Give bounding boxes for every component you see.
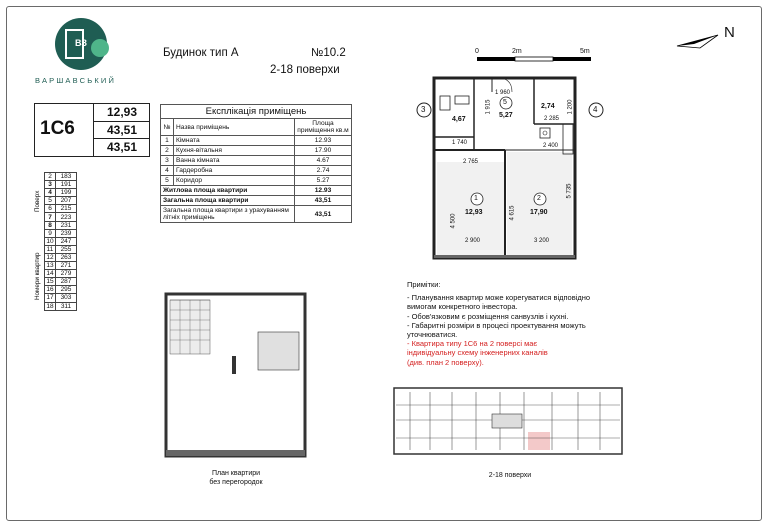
apartment-number: 207 <box>56 197 77 205</box>
apartment-number: 271 <box>56 262 77 270</box>
room-5-number: 5 <box>503 99 507 106</box>
total-row: Житлова площа квартири 12.93 <box>161 186 352 196</box>
floor-row <box>45 205 77 213</box>
floor-number: 16 <box>46 286 54 294</box>
brand-name: ВАРШАВСЬКИЙ <box>35 76 117 85</box>
table-row: 4 Гардеробна 2.74 <box>161 166 352 176</box>
apartment-number: 183 <box>56 173 77 181</box>
note-red-line: - Квартира типу 1С6 на 2 поверсі має <box>407 339 538 349</box>
dim-2765-a: 2 765 <box>463 159 479 165</box>
dim-4615: 4 615 <box>509 205 516 221</box>
note-line: - Планування квартир може корегуватися відповідно <box>407 293 591 303</box>
apartment-number: 287 <box>56 278 77 286</box>
floor-row <box>45 302 77 310</box>
note-red-line: індивідуальну схему інженерних каналів <box>407 348 548 358</box>
area-total: 43,51 <box>94 122 150 140</box>
table-row: 3 Ванна кімната 4.67 <box>161 156 352 166</box>
floor-row <box>45 213 77 221</box>
logo-letters: ВЗ <box>75 38 88 48</box>
area-living: 12,93 <box>94 104 150 122</box>
apartment-type-box <box>34 103 150 157</box>
north-arrow-icon <box>677 35 718 48</box>
dim-5735: 5 735 <box>566 183 573 199</box>
apartment-number: 199 <box>56 189 77 197</box>
floor-number: 4 <box>45 189 56 197</box>
floor-row <box>45 237 77 245</box>
building-number: №10.2 <box>311 47 346 59</box>
dim-1960: 1 960 <box>495 90 511 96</box>
floor-number: 8 <box>45 221 56 229</box>
scale-bar <box>477 57 591 61</box>
apartment-number: 239 <box>56 229 77 237</box>
key-floor-plan <box>394 388 622 454</box>
room-4-area: 2,74 <box>541 103 555 110</box>
room-2-area: 17,90 <box>530 209 548 216</box>
floor-number: 3 <box>45 181 56 189</box>
note-line: - Габаритні розміри в процесі проектування можуть <box>407 320 586 330</box>
floor-column-label: Поверх <box>34 190 41 212</box>
floor-number: 12 <box>46 253 54 261</box>
dim-2900: 2 900 <box>465 238 481 244</box>
note-line: - Обов'язковим є розміщення санвузлів і кухні. <box>407 311 569 321</box>
key-plan-caption: 2-18 поверхи <box>488 472 532 479</box>
dim-1200: 1 200 <box>567 99 574 115</box>
open-plan-caption: План квартири <box>211 470 261 477</box>
floor-row <box>45 278 77 286</box>
floor-row <box>45 173 77 181</box>
room-1-area: 12,93 <box>465 209 483 216</box>
building-type: Будинок тип А <box>163 47 239 59</box>
table-row: 2 Кухня-вітальня 17.90 <box>161 146 352 156</box>
col-name: Назва приміщень <box>174 119 295 136</box>
area-total-summer: 43,51 <box>106 140 138 155</box>
floor-number: 7 <box>45 213 56 221</box>
floor-row <box>45 253 77 261</box>
dim-3200: 3 200 <box>534 238 550 244</box>
explication-title: Експлікація приміщень <box>161 105 352 119</box>
note-line: уточнюватися. <box>407 330 458 340</box>
table-row: 1 Кімната 12.93 <box>161 136 352 146</box>
floor-row <box>45 197 77 205</box>
total-row: Загальна площа квартири з урахуванням літніх приміщень 43,51 <box>161 206 352 223</box>
room-3-area: 4,67 <box>452 116 466 123</box>
apartment-number: 231 <box>56 221 77 229</box>
notes-title: Примітки: <box>407 280 441 289</box>
floor-row <box>45 221 77 229</box>
apartment-number: 255 <box>56 245 77 253</box>
col-no: № <box>161 119 174 136</box>
scale-end: 5m <box>580 48 590 55</box>
floor-number: 13 <box>46 262 54 270</box>
floor-apartment-table <box>44 172 77 311</box>
floor-row <box>45 189 77 197</box>
open-plan-caption-2: без перегородок <box>209 479 263 486</box>
floor-number: 9 <box>45 229 56 237</box>
room-1-number: 1 <box>474 195 478 202</box>
dim-4500: 4 500 <box>450 213 457 229</box>
explication-table <box>160 104 352 223</box>
note-line: вимогам конкретного інвестора. <box>407 302 518 312</box>
apartment-number: 311 <box>56 302 77 310</box>
scale-mid: 2m <box>512 48 522 55</box>
apartment-number: 223 <box>56 213 77 221</box>
floors-range: 2-18 поверхи <box>270 64 340 76</box>
callout-3-label: 3 <box>421 105 426 114</box>
apt-column-label: Номери квартир <box>34 252 41 300</box>
floor-number: 10 <box>46 237 54 245</box>
apartment-number: 191 <box>56 181 77 189</box>
floor-number: 11 <box>45 245 56 253</box>
open-plan <box>166 294 305 456</box>
floor-row <box>45 229 77 237</box>
north-label: N <box>724 24 735 41</box>
dim-2285: 2 285 <box>544 116 560 122</box>
dim-2400: 2 400 <box>543 143 559 149</box>
floor-row <box>45 181 77 189</box>
room-5-area: 5,27 <box>499 112 513 119</box>
dim-1740: 1 740 <box>452 140 468 146</box>
apartment-number: 279 <box>56 270 77 278</box>
floor-number: 15 <box>46 278 54 286</box>
table-row: 5 Коридор 5.27 <box>161 176 352 186</box>
floor-number: 2 <box>45 173 56 181</box>
floor-row <box>45 294 77 302</box>
note-red-line: (див. план 2 поверху). <box>407 357 484 367</box>
floor-row <box>45 245 77 253</box>
floor-row <box>45 270 77 278</box>
total-row: Загальна площа квартири 43,51 <box>161 196 352 206</box>
apartment-number: 295 <box>56 286 77 294</box>
apartment-number: 247 <box>56 237 77 245</box>
notes <box>407 280 590 367</box>
room-2-number: 2 <box>537 195 541 202</box>
floor-number: 17 <box>46 294 54 302</box>
floor-number: 5 <box>45 197 56 205</box>
floor-number: 6 <box>45 205 56 213</box>
floor-number: 18 <box>46 302 54 310</box>
callout-4-label: 4 <box>593 105 598 114</box>
dim-1915: 1 915 <box>485 99 492 115</box>
area-summary <box>93 104 150 156</box>
floor-row <box>45 286 77 294</box>
floor-number: 14 <box>46 270 54 278</box>
apartment-number: 303 <box>56 294 77 302</box>
apartment-number: 215 <box>56 205 77 213</box>
floor-row <box>45 262 77 270</box>
apartment-type: 1С6 <box>40 118 75 139</box>
scale-zero: 0 <box>475 48 479 55</box>
col-area: Площа приміщення кв.м <box>295 119 352 136</box>
apartment-number: 263 <box>56 253 77 261</box>
